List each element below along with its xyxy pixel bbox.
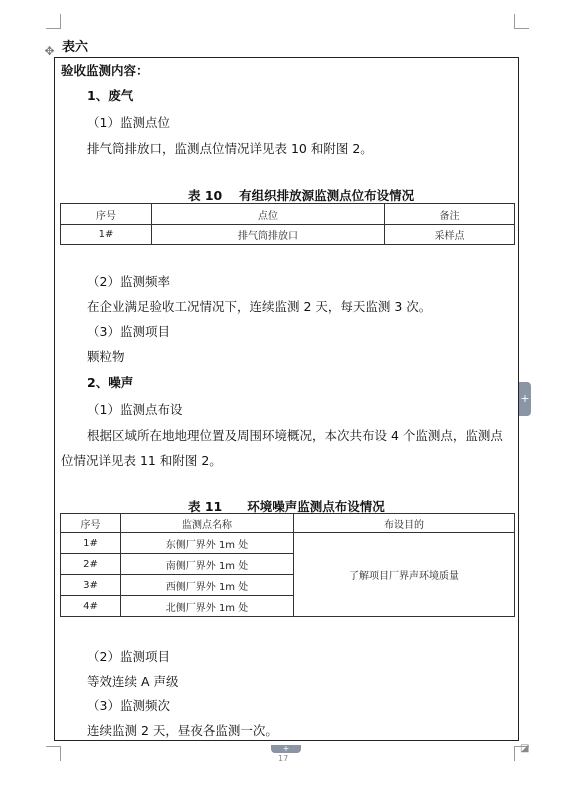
table-11 [60,513,515,617]
section-1-item-3-text: 颗粒物 [87,349,125,364]
table-header-row [61,514,515,533]
table-row [61,533,515,554]
section-1-title: 1、废气 [87,88,134,103]
table-10 [60,203,515,245]
table-cell: 东侧厂界外 1m 处 [121,533,294,554]
table-cell: 西侧厂界外 1m 处 [121,575,294,596]
table-header-cell: 序号 [61,514,121,533]
section-1-item-2: （2）监测频率 [87,274,170,289]
crop-mark-top-left [46,14,61,29]
content-frame [54,57,519,741]
table-row [61,225,515,245]
expand-down-icon[interactable]: + [271,745,301,753]
table-cell: 1# [61,533,121,554]
content-heading: 验收监测内容： [61,63,149,78]
table-cell: 北侧厂界外 1m 处 [121,596,294,617]
table-header-cell: 监测点名称 [121,514,294,533]
crop-mark-bottom-left [46,746,61,761]
table-header-cell: 备注 [385,204,515,225]
table-11-caption: 表 11 环境噪声监测点布设情况 [188,499,385,514]
section-1-item-1: （1）监测点位 [87,115,170,130]
section-1-item-2-text: 在企业满足验收工况情况下，连续监测 2 天，每天监测 3 次。 [87,299,432,314]
page-number: 17 [278,754,289,763]
section-2-item-2: （2）监测项目 [87,649,170,664]
table-header-cell: 布设目的 [294,514,515,533]
section-2-item-1-text-b: 位情况详见表 11 和附图 2。 [61,453,222,468]
table-cell: 采样点 [385,225,515,245]
table-cell: 4# [61,596,121,617]
section-1-item-1-text: 排气筒排放口，监测点位情况详见表 10 和附图 2。 [87,141,373,156]
table-cell-purpose: 了解项目厂界声环境质量 [294,533,515,617]
table-header-cell: 点位 [152,204,385,225]
expand-right-icon[interactable]: + [519,382,531,416]
section-1-item-3: （3）监测项目 [87,324,170,339]
crop-mark-top-right [514,14,529,29]
section-2-item-1: （1）监测点布设 [87,402,183,417]
section-2-item-1-text-a: 根据区域所在地地理位置及周围环境概况，本次共布设 4 个监测点，监测点 [87,428,503,443]
table-header-cell: 序号 [61,204,152,225]
section-2-item-2-text: 等效连续 A 声级 [87,674,179,689]
table-header-row [61,204,515,225]
table-cell: 2# [61,554,121,575]
resize-icon[interactable]: ◪ [520,743,530,754]
section-2-item-3-text: 连续监测 2 天，昼夜各监测一次。 [87,723,278,738]
table-cell: 1# [61,225,152,245]
section-2-title: 2、噪声 [87,375,134,390]
section-2-item-3: （3）监测频次 [87,698,170,713]
table-cell: 排气筒排放口 [152,225,385,245]
table-cell: 南侧厂界外 1m 处 [121,554,294,575]
move-icon[interactable]: ✥ [44,44,55,58]
table-10-caption: 表 10 有组织排放源监测点位布设情况 [188,188,415,203]
table-cell: 3# [61,575,121,596]
table-label: 表六 [62,40,89,55]
